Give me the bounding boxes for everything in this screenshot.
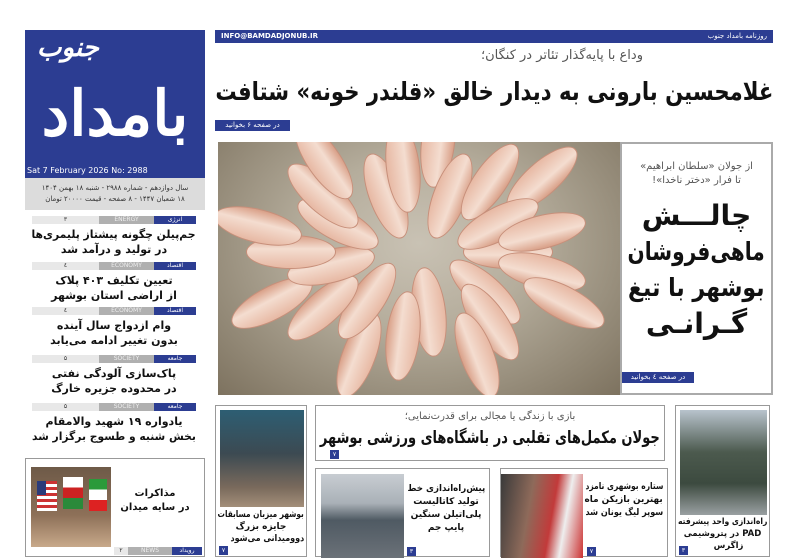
section-fa: جامعه (154, 403, 196, 411)
news-box[interactable] (25, 458, 205, 557)
sidebar-item-title: جم‌پیلن چگونه پیشتاز پلیمری‌ها در تولید و درآمد شد (31, 228, 196, 256)
oman-flag-icon (63, 477, 83, 509)
page-number: ۵ (32, 355, 99, 363)
page-number: ۷ (219, 546, 228, 555)
sidebar-item[interactable] (32, 355, 196, 396)
fish-photo (218, 142, 620, 395)
issue-date: Sat 7 February 2026 No: 2988 (27, 166, 148, 175)
section-fa: انرژی (154, 216, 196, 224)
feature-headline: چالـــش ماهی‌فروشان بوشهر با تیغ گـرانـی (627, 199, 766, 340)
refinery-photo (321, 474, 404, 558)
page-number: ۳ (679, 546, 688, 555)
sidebar-item-title: تعیین تکلیف ۴۰۳ پلاک از اراضی استان بوشهر (51, 274, 177, 302)
page-number: ۷ (330, 450, 339, 459)
iran-flag-icon (89, 479, 107, 511)
logo-main: بامداد (41, 77, 189, 150)
section-bar (32, 262, 196, 270)
athletics-caption: بوشهر میزبان مسابقات جایزه بزرگ دوومیدانی می‌شود (217, 510, 305, 544)
page-number: ٤ (32, 307, 99, 315)
read-more-tag[interactable]: در صفحه ٤ بخوانید (622, 372, 694, 383)
athletics-box[interactable] (215, 405, 307, 557)
email-link[interactable]: INFO@BAMDADJONUB.IR (221, 32, 319, 40)
sports-kicker: بازی با زندگی یا مجالی برای قدرت‌نمایی؛ (404, 411, 576, 422)
page-number: ۳ (407, 547, 416, 556)
section-en: SOCIETY (99, 355, 154, 363)
section-fa: اقتصاد (154, 307, 196, 315)
section-en: ECONOMY (99, 307, 154, 315)
lead-kicker: وداع با پایه‌گذار تئاتر در کنگان؛ (480, 48, 643, 63)
feature-kicker: از جولان «سلطان ابراهیم» (640, 161, 753, 172)
petrochemical-photo (680, 410, 767, 515)
flags-photo (31, 467, 111, 547)
section-bar (32, 403, 196, 411)
sidebar-item-title: وام ازدواج سال آینده بدون تغییر ادامه می‌یابد (50, 319, 178, 347)
section-en: ENERGY (99, 216, 154, 224)
issue-info (25, 178, 205, 210)
section-bar (32, 307, 196, 315)
fish-shape (380, 290, 425, 383)
sidebar-item[interactable] (32, 403, 196, 444)
section-en: ECONOMY (99, 262, 154, 270)
page-number: ۷ (587, 547, 596, 556)
info-line: ۱۸ شعبان ۱۴۴۷ - ۸ صفحه - قیمت ۲۰۰۰۰ تومان (45, 195, 185, 203)
sidebar-item[interactable] (32, 307, 196, 348)
sidebar-item[interactable] (32, 262, 196, 303)
read-more-tag[interactable]: در صفحه ۶ بخوانید (215, 120, 290, 131)
section-en: SOCIETY (99, 403, 154, 411)
pad-box[interactable] (675, 405, 770, 557)
paper-name: روزنامه بامداد جنوب (707, 32, 767, 40)
section-fa: اقتصاد (154, 262, 196, 270)
lead-headline[interactable]: غلامحسین بارونی به دیدار خالق «قلندر خونه» شتافت (215, 77, 773, 106)
catalyst-caption: پیش‌راه‌اندازی خط تولید کاتالیست پلی‌اتیلن سنگین پایپ جم (407, 484, 485, 533)
sports-box[interactable] (315, 405, 665, 461)
pad-caption: راه‌اندازی واحد پیشرفته PAD در پتروشیمی زاگرس (677, 517, 768, 551)
sports-headline: جولان مکمل‌های تقلبی در باشگاه‌های ورزشی بوشهر (320, 428, 660, 448)
section-bar (32, 216, 196, 224)
masthead (25, 30, 205, 178)
football-caption: ستاره بوشهری نامزد بهترین بازیکن ماه سوپر لیگ یونان شد (584, 482, 664, 518)
football-box[interactable] (500, 468, 668, 557)
sidebar-item[interactable] (32, 216, 196, 257)
page-number: ٤ (32, 262, 99, 270)
section-bar (32, 355, 196, 363)
sidebar-item-title: یادواره ۱۹ شهید والامقام بخش شنبه و طسوج برگزار شد (32, 415, 196, 443)
news-box-title: مذاکرات در سایه میدان (120, 488, 190, 513)
page-number: ۵ (32, 403, 99, 411)
info-line: سال دوازدهم - شماره ۲۹۸۸ - شنبه ۱۸ بهمن ۱۴۰۴ (41, 184, 189, 192)
logo-sub: جنوب (37, 33, 99, 63)
feature-panel[interactable] (620, 142, 773, 395)
section-fa: جامعه (154, 355, 196, 363)
footballer-photo (501, 474, 583, 558)
page-number: ۳ (32, 216, 99, 224)
catalyst-box[interactable] (315, 468, 490, 557)
top-bar (215, 30, 773, 43)
section-bar: ۲ NEWS رویداد (114, 547, 202, 555)
sidebar-item-title: پاک‌سازی آلودگی نفتی در محدوده جزیره خارگ (51, 367, 177, 395)
us-flag-canton (37, 481, 46, 495)
newspaper-logo (25, 30, 205, 166)
feature-kicker: تا فرار «دختر ناخدا»! (652, 175, 741, 186)
runners-photo (220, 410, 304, 507)
